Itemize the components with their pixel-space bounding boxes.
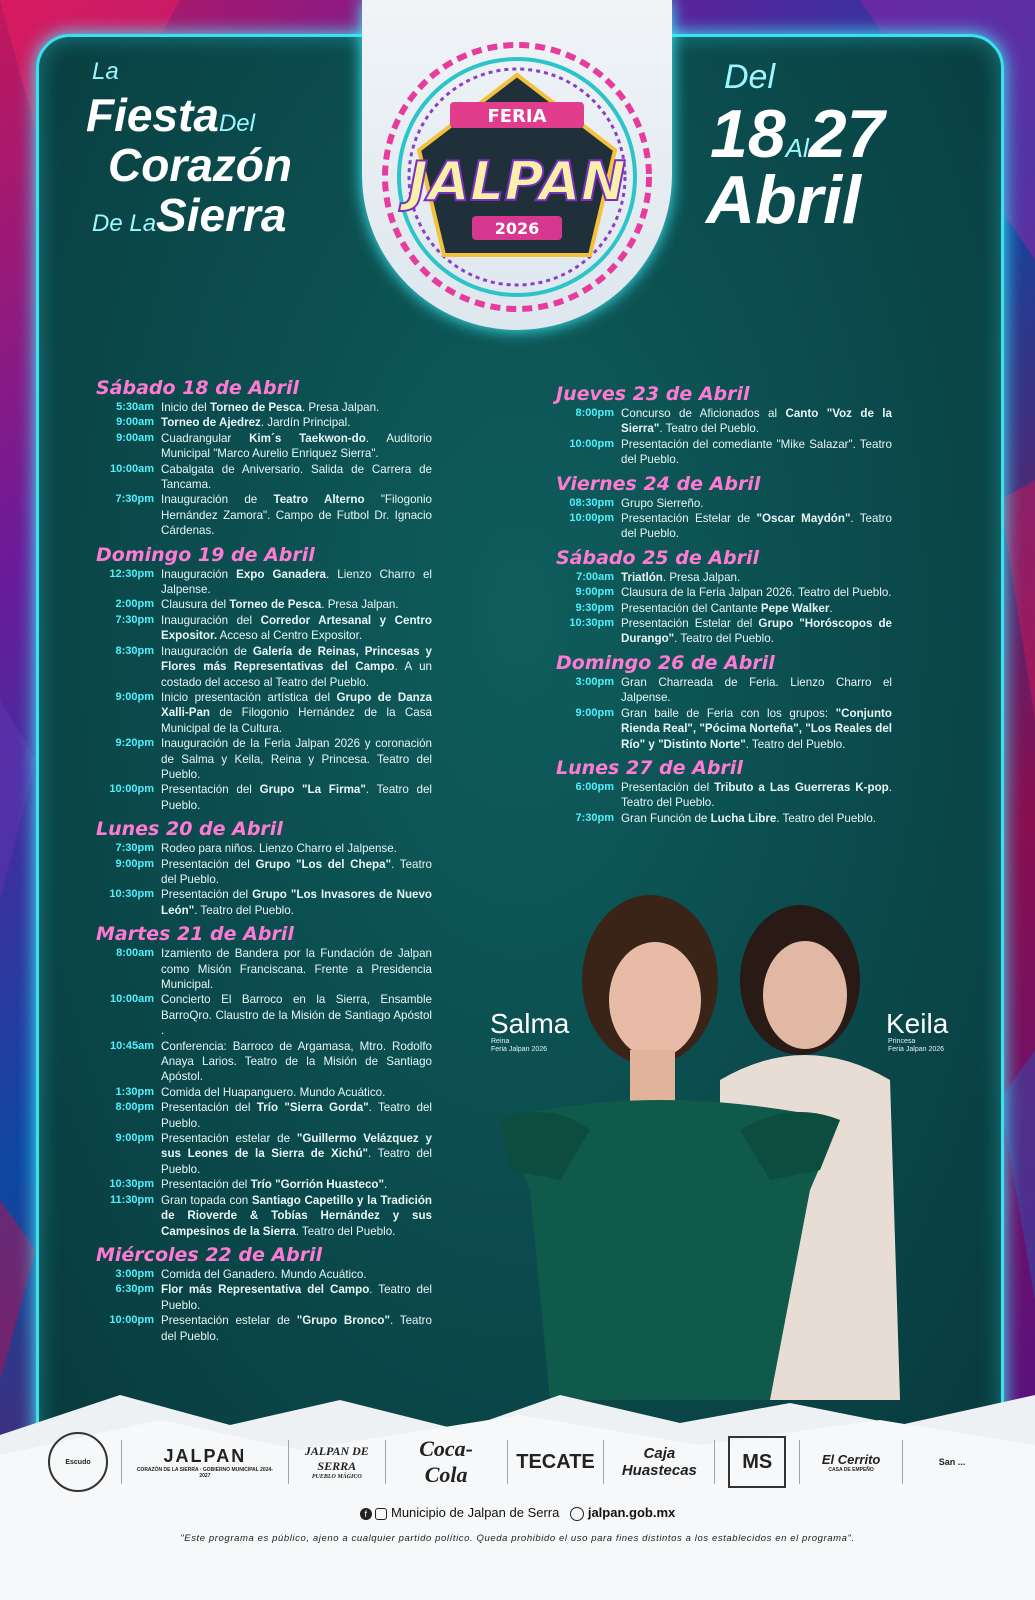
dates-month: Abril — [706, 162, 861, 238]
event-description: Rodeo para niños. Lienzo Charro el Jalpense. — [161, 842, 397, 856]
day-heading: Lunes 20 de Abril — [96, 818, 283, 841]
event-row — [96, 492, 432, 538]
keila-caption — [888, 1038, 944, 1054]
dates-del: Del — [724, 58, 776, 96]
event-row — [556, 601, 892, 616]
event-row — [556, 570, 892, 585]
event-description: Presentación del Trío "Gorrión Huasteco". — [161, 1178, 388, 1192]
event-time: 08:30pm — [569, 496, 614, 509]
tagline-line1 — [86, 89, 255, 141]
event-row — [556, 811, 892, 826]
day-heading: Lunes 27 de Abril — [556, 756, 743, 779]
municipal-seal-icon: Escudo — [48, 1432, 108, 1492]
event-row — [96, 1177, 432, 1192]
event-time: 10:00pm — [569, 437, 614, 450]
social-links — [0, 1505, 1035, 1521]
event-time: 10:00pm — [109, 783, 154, 796]
tagline-sierra: Sierra — [156, 189, 287, 241]
event-row — [556, 496, 892, 511]
event-time: 8:00am — [116, 947, 154, 960]
day-heading: Viernes 24 de Abril — [556, 472, 761, 495]
dates-al: Al — [785, 133, 809, 163]
day-heading: Sábado 25 de Abril — [556, 546, 760, 569]
event-time: 8:00pm — [115, 1101, 154, 1114]
divider — [121, 1440, 122, 1484]
event-time: 9:20pm — [115, 737, 154, 750]
event-description: Gran Charreada de Feria. Lienzo Charro el Jalpense. — [621, 675, 892, 705]
tagline-del: Del — [218, 110, 255, 137]
event-time: 1:30pm — [115, 1085, 154, 1098]
day-heading: Sábado 18 de Abril — [96, 377, 300, 399]
event-row — [96, 992, 432, 1038]
day-heading: Domingo 19 de Abril — [96, 543, 315, 566]
event-row — [556, 406, 892, 437]
event-row — [96, 1282, 432, 1313]
jalpan-gov-logo: JALPAN CORAZÓN DE LA SIERRA · GOBIERNO MUNICIPAL 2024-2027 — [136, 1445, 273, 1479]
tagline-fiesta: Fiesta — [86, 89, 219, 141]
divider — [714, 1440, 715, 1484]
royalty-photo — [470, 860, 970, 1400]
facebook-handle[interactable]: Municipio de Jalpan de Serra — [390, 1505, 560, 1520]
schedule-left-column — [96, 372, 432, 1344]
day-heading: Miércoles 22 de Abril — [96, 1243, 323, 1266]
instagram-icon — [375, 1508, 387, 1520]
divider — [385, 1440, 386, 1484]
event-row — [556, 706, 892, 752]
tagline-la: La — [92, 58, 119, 85]
event-row — [96, 1193, 432, 1239]
event-row — [96, 613, 432, 644]
event-time: 10:00am — [109, 993, 154, 1006]
divider — [603, 1440, 604, 1484]
event-time: 3:00pm — [115, 1267, 154, 1280]
event-row — [96, 1039, 432, 1085]
coca-cola-logo: Coca-Cola — [419, 1436, 473, 1487]
event-time: 5:30am — [116, 401, 154, 413]
feria-jalpan-logo — [380, 40, 655, 315]
dates-end: 27 — [808, 96, 885, 172]
event-time: 9:00am — [116, 431, 154, 444]
event-row — [556, 675, 892, 706]
salma-caption — [491, 1038, 547, 1054]
event-row — [556, 616, 892, 647]
logo-main-text: JALPAN — [408, 150, 626, 213]
event-description: Inauguración Expo Ganadera. Lienzo Charro el Jalpense. — [161, 567, 432, 597]
divider — [902, 1440, 903, 1484]
caja-huastecas-logo: Caja Huastecas — [621, 1445, 697, 1479]
event-time: 2:00pm — [115, 598, 154, 611]
event-time: 8:30pm — [115, 644, 154, 657]
event-description: Presentación Estelar del Grupo "Horóscopos de Durango". Teatro del Pueblo. — [621, 617, 892, 646]
day-heading: Martes 21 de Abril — [96, 923, 294, 946]
event-time: 7:30pm — [575, 811, 614, 824]
event-row — [96, 400, 432, 415]
event-time: 8:00pm — [575, 407, 614, 419]
event-description: Presentación del Trío "Sierra Gorda". Teatro del Pueblo. — [161, 1101, 432, 1130]
event-description: Gran Función de Lucha Libre. Teatro del Pueblo. — [621, 811, 877, 825]
pueblo-magico-logo: JALPAN DE SERRA PUEBLO MÁGICO — [304, 1444, 369, 1480]
keila-name: Keila — [886, 1008, 949, 1039]
event-time: 9:30pm — [575, 601, 614, 614]
event-time: 10:30pm — [569, 617, 614, 630]
event-row — [96, 431, 432, 462]
event-time: 10:45am — [109, 1039, 154, 1052]
event-description: Grupo Sierreño. — [621, 496, 704, 510]
event-time: 6:30pm — [115, 1283, 154, 1296]
salma-sub: Feria Jalpan 2026 — [491, 1046, 548, 1053]
event-description: Inicio del Torneo de Pesca. Presa Jalpan. — [161, 401, 380, 414]
event-time: 9:00pm — [575, 586, 614, 599]
footer-mountains — [0, 1395, 1035, 1600]
event-row — [96, 887, 432, 918]
divider — [799, 1440, 800, 1484]
event-description: Concierto El Barroco en la Sierra, Ensamble BarroQro. Claustro de la Misión de Santiago Apóstol . — [161, 993, 432, 1038]
event-row — [96, 1131, 432, 1177]
event-time: 3:00pm — [575, 675, 614, 688]
event-row — [96, 1313, 432, 1344]
ms-logo: MS — [728, 1436, 786, 1488]
event-description: Gran topada con Santiago Capetillo y la Tradición de Rioverde & Tobías Hernández y sus Campesinos de la Sierra. Teatro del Pueblo. — [161, 1193, 432, 1238]
tagline-line3 — [92, 189, 287, 241]
event-description: Inauguración de Galería de Reinas, Princesas y Flores más Representativas del Campo. A un costado del acceso al Teatro del Pueblo. — [161, 644, 433, 689]
event-description: Presentación del Grupo "Los Invasores de Nuevo León". Teatro del Pueblo. — [161, 888, 432, 917]
salma-role: Reina — [491, 1038, 510, 1045]
event-time: 11:30pm — [109, 1193, 154, 1206]
event-row — [96, 946, 432, 992]
event-description: Presentación estelar de "Guillermo Velázquez y sus Leones de la Sierra de Xichú". Teatro del Pueblo. — [161, 1132, 432, 1176]
event-row — [96, 415, 432, 430]
event-time: 10:30pm — [109, 1178, 154, 1191]
event-row — [96, 644, 432, 690]
day-heading: Jueves 23 de Abril — [556, 383, 750, 405]
schedule-right-column — [556, 378, 892, 826]
web-icon — [570, 1507, 584, 1521]
event-time: 6:00pm — [575, 780, 614, 793]
event-description: Torneo de Ajedrez. Jardín Principal. — [161, 416, 351, 430]
event-row — [96, 736, 432, 782]
divider — [288, 1440, 289, 1484]
event-description: Comida del Huapanguero. Mundo Acuático. — [161, 1085, 386, 1099]
event-description: Inauguración de Teatro Alterno "Filogonio Hernández Zamora". Campo de Futbol Dr. Ignacio Cárdenas. — [161, 493, 432, 538]
event-time: 10:00pm — [569, 512, 614, 525]
event-time: 7:30pm — [115, 842, 154, 855]
event-description: Inauguración de la Feria Jalpan 2026 y coronación de Salma y Keila, Reina y Princesa. Teatro del Pueblo. — [161, 737, 432, 781]
logo-top-text: FERIA — [487, 106, 547, 127]
event-description: Cuadrangular Kim´s Taekwon-do. Auditorio Municipal "Marco Aurelio Enriquez Sierra". — [161, 431, 432, 461]
event-time: 12:30pm — [109, 567, 154, 580]
sponsor-logos — [48, 1432, 988, 1492]
event-description: Clausura del Torneo de Pesca. Presa Jalpan. — [161, 598, 399, 612]
event-description: Conferencia: Barroco de Argamasa, Mtro. Rodolfo Anaya Larios. Teatro de la Misión de Santiago Apóstol. — [161, 1039, 432, 1084]
event-description: Presentación del Tributo a Las Guerreras K-pop. Teatro del Pueblo. — [621, 780, 893, 810]
event-row — [96, 841, 432, 856]
event-description: Presentación Estelar de "Oscar Maydón". Teatro del Pueblo. — [621, 512, 892, 541]
event-time: 7:30pm — [115, 493, 154, 506]
event-time: 9:00pm — [115, 1132, 154, 1145]
event-description: Triatlón. Presa Jalpan. — [621, 570, 741, 584]
event-description: Flor más Representativa del Campo. Teatro del Pueblo. — [161, 1283, 432, 1312]
keila-role: Princesa — [888, 1038, 916, 1045]
event-description: Presentación del Grupo "Los del Chepa". Teatro del Pueblo. — [161, 857, 432, 886]
event-description: Gran baile de Feria con los grupos: "Conjunto Rienda Real", "Pócima Norteña", "Los Reales del Río" y "Distinto Norte". Teatro del Pueblo. — [621, 706, 892, 751]
event-row — [556, 511, 892, 542]
event-row — [96, 462, 432, 493]
event-description: Clausura de la Feria Jalpan 2026. Teatro del Pueblo. — [621, 586, 892, 600]
event-description: Concurso de Aficionados al Canto "Voz de la Sierra". Teatro del Pueblo. — [621, 407, 892, 436]
event-row — [96, 1267, 432, 1282]
event-description: Cabalgata de Aniversario. Salida de Carrera de Tancama. — [161, 462, 432, 492]
divider — [507, 1440, 508, 1484]
event-description: Comida del Ganadero. Mundo Acuático. — [161, 1267, 367, 1281]
event-row — [96, 782, 432, 813]
tagline-de-la: De La — [92, 210, 157, 237]
facebook-icon: f — [360, 1508, 372, 1520]
event-time: 9:00pm — [115, 690, 154, 703]
website-link[interactable]: jalpan.gob.mx — [587, 1505, 676, 1520]
tecate-logo: TECATE — [516, 1450, 595, 1473]
dates-start: 18 — [710, 96, 786, 172]
event-row — [96, 597, 432, 612]
event-description: Inauguración del Corredor Artesanal y Centro Expositor. Acceso al Centro Expositor. — [161, 613, 432, 643]
event-row — [96, 567, 432, 598]
event-row — [96, 690, 432, 736]
event-row — [556, 585, 892, 600]
event-time: 7:30pm — [115, 613, 154, 626]
event-row — [96, 1085, 432, 1100]
event-description: Presentación del Grupo "La Firma". Teatro del Pueblo. — [161, 783, 432, 812]
logo-year-text: 2026 — [494, 219, 540, 238]
event-time: 10:00am — [109, 462, 154, 475]
dates-range — [710, 96, 885, 172]
tagline-corazon: Corazón — [108, 139, 292, 191]
event-row — [556, 780, 892, 811]
event-time: 9:00pm — [115, 857, 154, 870]
event-description: Presentación estelar de "Grupo Bronco". Teatro del Pueblo. — [161, 1314, 432, 1343]
event-time: 9:00am — [116, 416, 154, 429]
event-description: Izamiento de Bandera por la Fundación de Jalpan como Misión Franciscana. Frente a Presidencia Municipal. — [161, 947, 432, 991]
event-time: 10:00pm — [109, 1314, 154, 1327]
day-heading: Domingo 26 de Abril — [556, 651, 775, 674]
event-row — [96, 1100, 432, 1131]
el-cerrito-logo: El Cerrito CASA DE EMPEÑO — [821, 1451, 881, 1473]
salma-name: Salma — [490, 1008, 570, 1039]
event-time: 10:30pm — [109, 888, 154, 901]
event-time: 9:00pm — [575, 706, 614, 719]
event-row — [96, 857, 432, 888]
keila-sub: Feria Jalpan 2026 — [888, 1046, 945, 1053]
event-row — [556, 437, 892, 468]
event-description: Presentación del Cantante Pepe Walker. — [621, 601, 833, 615]
hotel-logo: San ... — [938, 1457, 966, 1467]
event-time: 7:00am — [576, 570, 614, 583]
disclaimer: "Este programa es público, ajeno a cualquier partido político. Queda prohibido el uso para fines distintos a los establecidos en el programa". — [180, 1533, 855, 1544]
event-description: Inicio presentación artística del Grupo de Danza Xalli-Pan de Filogonio Hernández de la Casa Municipal de la Cultura. — [161, 690, 432, 735]
event-description: Presentación del comediante "Mike Salazar". Teatro del Pueblo. — [621, 437, 892, 467]
